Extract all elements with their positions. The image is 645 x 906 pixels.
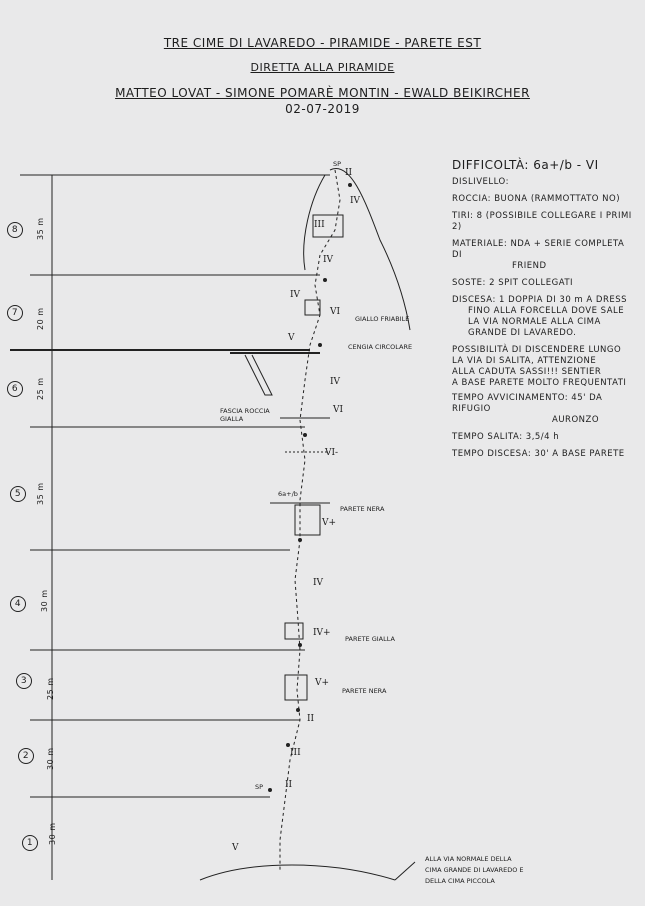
note-parete-nera: PARETE NERA <box>340 505 385 513</box>
pitch-length: 30 m <box>40 589 49 612</box>
grade-label: IV <box>330 377 341 387</box>
pitch-length: 30 m <box>46 747 55 770</box>
gear: MATERIALE: NDA + SERIE COMPLETA DI <box>452 239 625 260</box>
descent-cont: LA VIA NORMALE ALLA CIMA <box>468 317 601 327</box>
note-bottom: DELLA CIMA PICCOLA <box>425 877 495 885</box>
pitches: TIRI: 8 (POSSIBILE COLLEGARE I PRIMI 2) <box>452 211 632 232</box>
pitch-length: 35 m <box>36 217 45 240</box>
grade-label: VI- <box>325 448 339 458</box>
option: POSSIBILITÀ DI DISCENDERE LUNGO <box>452 345 622 355</box>
date: 02-07-2019 <box>285 102 360 116</box>
note-giallo: GIALLO FRIABILE <box>355 315 410 323</box>
option-cont: LA VIA DI SALITA, ATTENZIONE <box>452 356 597 366</box>
grade-label: IV <box>323 255 334 265</box>
info-block <box>452 160 637 460</box>
grade-label: III <box>290 748 301 758</box>
belays: SOSTE: 2 SPIT COLLEGATI <box>452 278 574 288</box>
grade-label: VI <box>333 405 344 415</box>
note-parete-nera: PARETE NERA <box>342 687 387 695</box>
note-grade-6a: 6a+/b <box>278 490 298 498</box>
authors: MATTEO LOVAT - SIMONE POMARÈ MONTIN - EWALD BEIKIRCHER <box>115 86 530 100</box>
grade-label: IV <box>350 196 361 206</box>
pitch-number: 4 <box>10 596 26 612</box>
title-line: TRE CIME DI LAVAREDO - PIRAMIDE - PARETE EST <box>163 36 482 50</box>
grade-label: IV <box>313 578 324 588</box>
note-fascia: FASCIA ROCCIA GIALLA <box>220 407 270 423</box>
grade-label: II <box>285 780 293 790</box>
pitch-number: 6 <box>7 381 23 397</box>
elevation: DISLIVELLO: <box>452 177 509 187</box>
pitch-length: 25 m <box>46 677 55 700</box>
grade-label: III <box>314 220 325 230</box>
difficulty: DIFFICOLTÀ: 6a+/b - VI <box>452 158 599 172</box>
grade-label: V <box>288 333 295 343</box>
pitch-number: 2 <box>18 748 34 764</box>
sp-label: SP <box>255 783 264 791</box>
grade-label: II <box>307 714 315 724</box>
approach-cont: AURONZO <box>552 415 600 425</box>
descent-cont: FINO ALLA FORCELLA DOVE SALE <box>468 306 625 316</box>
grade-label: II <box>345 168 353 178</box>
pitch-number: 3 <box>16 673 32 689</box>
note-parete-gialla: PARETE GIALLA <box>345 635 395 643</box>
descent-time: TEMPO DISCESA: 30' A BASE PARETE <box>452 449 625 459</box>
grade-label: VI <box>330 307 341 317</box>
note-bottom: ALLA VIA NORMALE DELLA <box>425 855 512 863</box>
pitch-number: 7 <box>7 305 23 321</box>
grade-label: V+ <box>315 678 330 688</box>
note-bottom: CIMA GRANDE DI LAVAREDO E <box>425 866 524 874</box>
route-name: DIRETTA ALLA PIRAMIDE <box>250 61 395 74</box>
descent-cont: GRANDE DI LAVAREDO. <box>468 328 577 338</box>
grade-label: IV+ <box>313 628 331 638</box>
sp-label: SP <box>333 160 342 168</box>
pitch-number: 1 <box>22 835 38 851</box>
pitch-length: 30 m <box>48 822 57 845</box>
pitch-length: 35 m <box>36 482 45 505</box>
note-cengia: CENGIA CIRCOLARE <box>348 343 413 351</box>
descent: DISCESA: 1 DOPPIA DI 30 m A DRESS <box>452 295 628 305</box>
rock: ROCCIA: BUONA (RAMMOTTATO NO) <box>452 194 621 204</box>
pitch-length: 25 m <box>36 377 45 400</box>
grade-label: V <box>232 843 239 853</box>
grade-label: V+ <box>322 518 337 528</box>
pitch-number: 8 <box>7 222 23 238</box>
gear-cont: FRIEND <box>512 261 547 271</box>
option-cont: A BASE PARETE MOLTO FREQUENTATI <box>452 378 627 388</box>
approach-time: TEMPO AVVICINAMENTO: 45' DA RIFUGIO <box>452 393 603 414</box>
climb-time: TEMPO SALITA: 3,5/4 h <box>452 432 560 442</box>
grade-label: IV <box>290 290 301 300</box>
option-cont: ALLA CADUTA SASSI!!! SENTIER <box>452 367 602 377</box>
pitch-length: 20 m <box>36 307 45 330</box>
pitch-number: 5 <box>10 486 26 502</box>
